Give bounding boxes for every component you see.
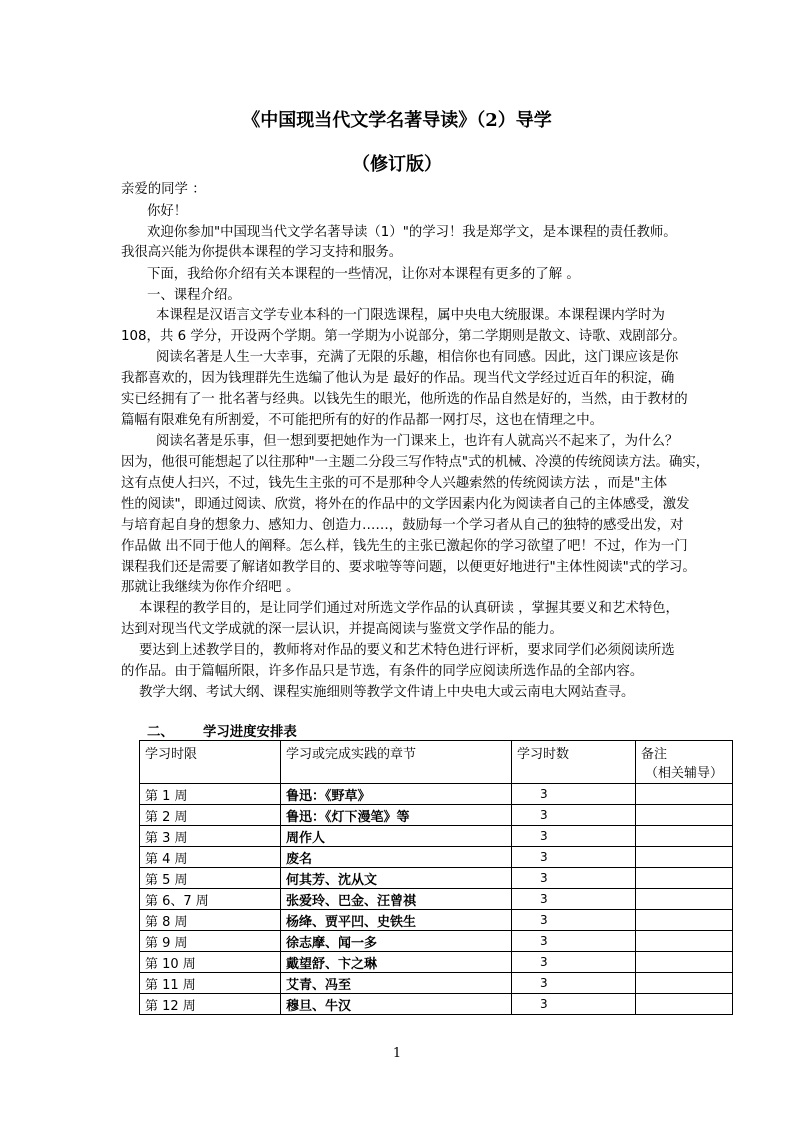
cell-chapter: 废名 bbox=[281, 847, 512, 868]
cell-note bbox=[636, 868, 733, 889]
paragraph-line: 我很高兴能为你提供本课程的学习支持和服务。 bbox=[121, 245, 403, 260]
schedule-heading-label: 学习进度安排表 bbox=[203, 725, 297, 740]
paragraph-line: 下面，我给你介绍有关本课程的一些情况，让你对本课程有更多的了解 。 bbox=[147, 267, 580, 282]
cell-note bbox=[636, 889, 733, 910]
table-body bbox=[140, 784, 733, 1015]
header-note-label: 备注 bbox=[641, 747, 668, 762]
table-row bbox=[140, 805, 733, 826]
cell-hours: 3 bbox=[512, 931, 636, 952]
header-hours: 学习时数 bbox=[512, 741, 636, 784]
header-note bbox=[636, 741, 733, 784]
cell-chapter: 徐志摩、闻一多 bbox=[281, 931, 512, 952]
paragraph-line: 本课程是汉语言文学专业本科的一门限选课程，属中央电大统服课。本课程课内学时为 bbox=[156, 308, 665, 323]
paragraph-line: 实已经拥有了一 批名著与经典。以钱先生的眼光，他所选的作品自然是好的，当然，由于教材的 bbox=[121, 392, 688, 407]
cell-chapter: 艾青、冯至 bbox=[281, 973, 512, 994]
cell-hours: 3 bbox=[512, 868, 636, 889]
cell-hours: 3 bbox=[512, 952, 636, 973]
document-title: 《中国现当代文学名著导读》（2）导学 bbox=[242, 110, 552, 131]
header-chapter: 学习或完成实践的章节 bbox=[281, 741, 512, 784]
table-row bbox=[140, 847, 733, 868]
cell-week: 第 2 周 bbox=[140, 805, 281, 826]
paragraph-line: 那就让我继续为你作介绍吧 。 bbox=[121, 580, 300, 595]
cell-week: 第 10 周 bbox=[140, 952, 281, 973]
cell-hours: 3 bbox=[512, 826, 636, 847]
cell-week: 第 11 周 bbox=[140, 973, 281, 994]
cell-hours: 3 bbox=[512, 994, 636, 1015]
paragraph-line: 与培育起自身的想象力、感知力、创造力……，鼓励每一个学习者从自己的独特的感受出发，对 bbox=[121, 518, 684, 533]
section-heading: 一、课程介绍。 bbox=[147, 288, 241, 303]
paragraph-line: 这有点使人扫兴，不过，钱先生主张的可不是那种令人兴趣索然的传统阅读方法 ，而是"主体 bbox=[121, 476, 668, 491]
cell-note bbox=[636, 847, 733, 868]
table-row bbox=[140, 952, 733, 973]
paragraph-line: 作品做 出不同于他人的阐释。怎么样，钱先生的主张已激起你的学习欲望了吧！不过，作为一门 bbox=[121, 539, 688, 554]
cell-week: 第 12 周 bbox=[140, 994, 281, 1015]
cell-note bbox=[636, 973, 733, 994]
cell-hours: 3 bbox=[512, 784, 636, 805]
cell-week: 第 6、7 周 bbox=[140, 889, 281, 910]
page-number: 1 bbox=[392, 1046, 402, 1061]
cell-week: 第 1 周 bbox=[140, 784, 281, 805]
cell-note bbox=[636, 826, 733, 847]
header-period: 学习时限 bbox=[140, 741, 281, 784]
cell-note bbox=[636, 994, 733, 1015]
paragraph-line: 教学大纲、考试大纲、课程实施细则等教学文件请上中央电大或云南电大网站查寻。 bbox=[139, 685, 635, 700]
cell-note bbox=[636, 910, 733, 931]
table-header-row bbox=[140, 741, 733, 784]
table-row bbox=[140, 973, 733, 994]
table-row bbox=[140, 910, 733, 931]
paragraph-line: 要达到上述教学目的，教师将对作品的要义和艺术特色进行评析，要求同学们必须阅读所选 bbox=[139, 643, 675, 658]
cell-chapter: 戴望舒、卞之琳 bbox=[281, 952, 512, 973]
paragraph-line: 我都喜欢的，因为钱理群先生选编了他认为是 最好的作品。现当代文学经过近百年的积淀，确 bbox=[121, 371, 675, 386]
cell-chapter: 何其芳、沈从文 bbox=[281, 868, 512, 889]
cell-note bbox=[636, 952, 733, 973]
paragraph-line: 本课程的教学目的，是让同学们通过对所选文学作品的认真研读 ，掌握其要义和艺术特色， bbox=[139, 601, 679, 616]
schedule-table bbox=[139, 740, 733, 1015]
cell-note bbox=[636, 784, 733, 805]
cell-chapter: 杨绛、贾平凹、史铁生 bbox=[281, 910, 512, 931]
cell-week: 第 5 周 bbox=[140, 868, 281, 889]
table-row bbox=[140, 868, 733, 889]
paragraph-line: 108，共 6 学分，开设两个学期。第一学期为小说部分，第二学期则是散文、诗歌、戏剧部分。 bbox=[121, 329, 686, 344]
cell-note bbox=[636, 805, 733, 826]
header-note-sub: （相关辅导） bbox=[645, 766, 724, 781]
paragraph-line: 欢迎你参加"中国现当代文学名著导读（1）"的学习！我是郑学文，是本课程的责任教师。 bbox=[147, 225, 677, 240]
table-row bbox=[140, 931, 733, 952]
paragraph-line: 阅读名著是乐事，但一想到要把她作为一门课来上，也许有人就高兴不起来了，为什么？ bbox=[156, 434, 679, 449]
paragraph-line: 课程我们还是需要了解诸如教学目的、要求啦等等问题，以便更好地进行"主体性阅读"式的学习。 bbox=[121, 560, 696, 575]
paragraph-line: 的作品。由于篇幅所限，许多作品只是节选，有条件的同学应阅读所选作品的全部内容。 bbox=[121, 664, 644, 679]
cell-chapter: 鲁迅：《灯下漫笔》等 bbox=[281, 805, 512, 826]
cell-note bbox=[636, 931, 733, 952]
cell-chapter: 周作人 bbox=[281, 826, 512, 847]
paragraph-line: 你好！ bbox=[147, 204, 188, 219]
cell-hours: 3 bbox=[512, 847, 636, 868]
paragraph-line: 因为，他很可能想起了以往那种"一主题二分段三写作特点"式的机械、冷漠的传统阅读方法。确实， bbox=[121, 455, 710, 470]
cell-hours: 3 bbox=[512, 889, 636, 910]
schedule-heading-number: 二、 bbox=[147, 725, 174, 740]
paragraph-line: 性的阅读"，即通过阅读、欣赏，将外在的作品中的文学因素内化为阅读者自己的主体感受，激发 bbox=[121, 497, 690, 512]
cell-chapter: 鲁迅：《野草》 bbox=[281, 784, 512, 805]
cell-week: 第 3 周 bbox=[140, 826, 281, 847]
paragraph-line: 亲爱的同学 ： bbox=[121, 182, 206, 197]
paragraph-line: 篇幅有限难免有所割爱，不可能把所有的好的作品都一网打尽，这也在情理之中。 bbox=[121, 413, 604, 428]
cell-week: 第 8 周 bbox=[140, 910, 281, 931]
cell-hours: 3 bbox=[512, 973, 636, 994]
cell-hours: 3 bbox=[512, 805, 636, 826]
table-row bbox=[140, 826, 733, 847]
schedule-heading bbox=[147, 721, 297, 740]
table-row bbox=[140, 889, 733, 910]
paragraph-line: 达到对现当代文学成就的深一层认识，并提高阅读与鉴赏文学作品的能力。 bbox=[121, 622, 563, 637]
cell-hours: 3 bbox=[512, 910, 636, 931]
table-row bbox=[140, 784, 733, 805]
cell-chapter: 张爱玲、巴金、汪曾祺 bbox=[281, 889, 512, 910]
cell-week: 第 9 周 bbox=[140, 931, 281, 952]
document-subtitle: （修订版） bbox=[352, 154, 442, 175]
table-row bbox=[140, 994, 733, 1015]
paragraph-line: 阅读名著是人生一大幸事，充满了无限的乐趣，相信你也有同感。因此，这门课应该是你 bbox=[156, 350, 679, 365]
cell-chapter: 穆旦、牛汉 bbox=[281, 994, 512, 1015]
cell-week: 第 4 周 bbox=[140, 847, 281, 868]
